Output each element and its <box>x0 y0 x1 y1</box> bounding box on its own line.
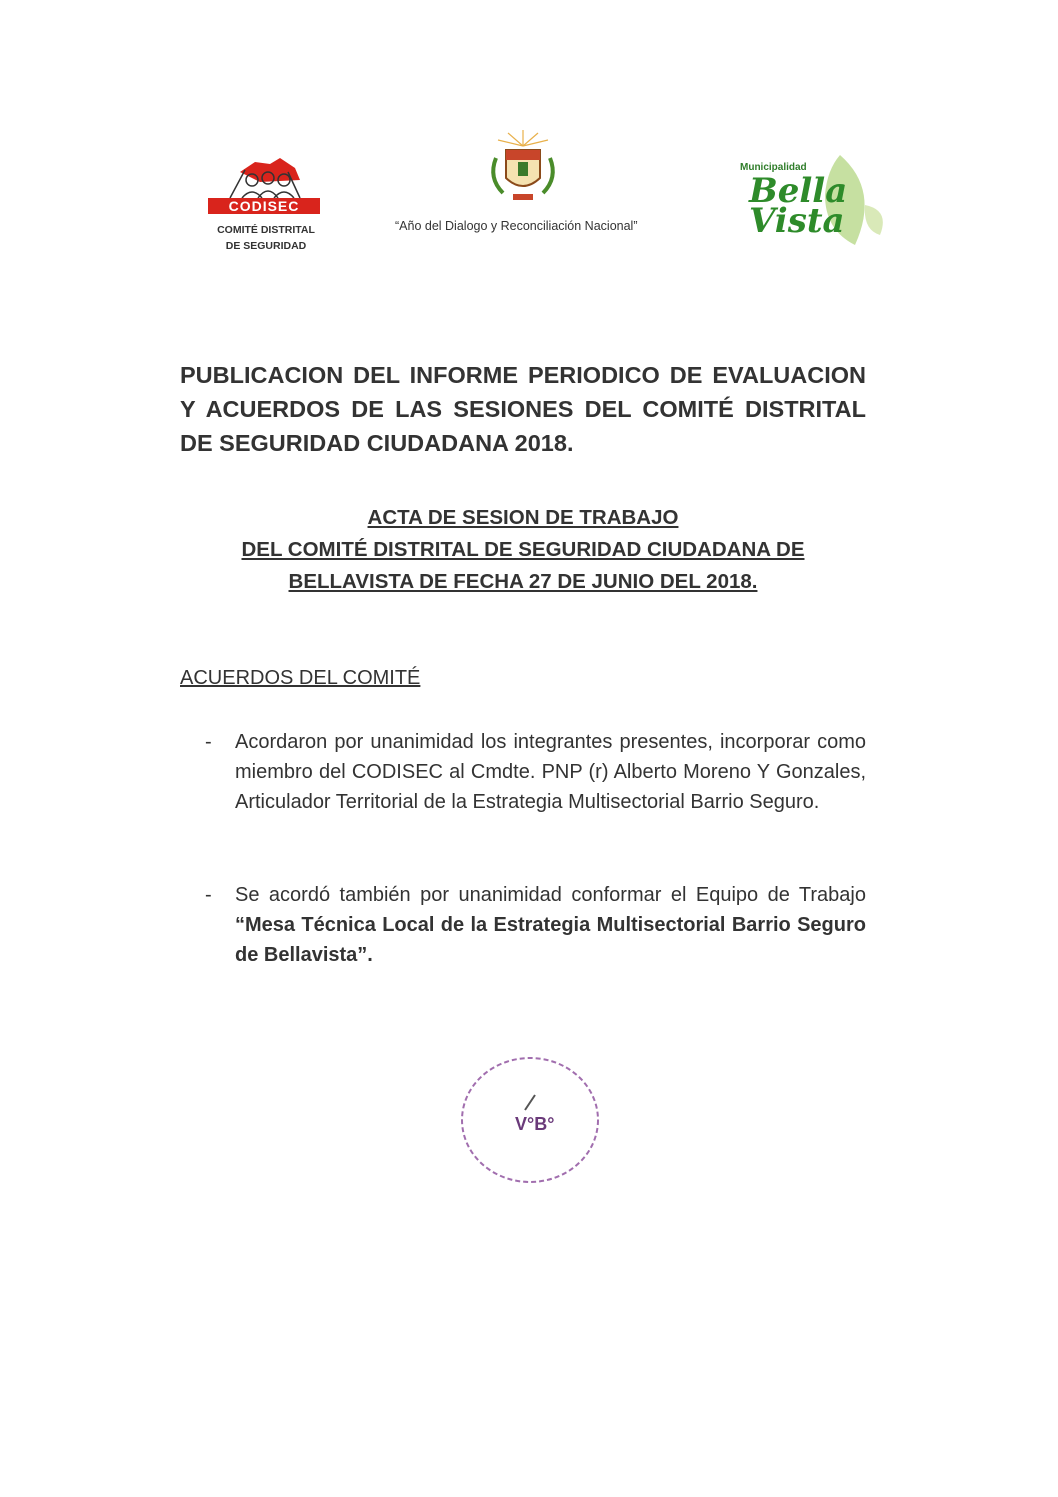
codisec-logo <box>200 150 340 260</box>
coat-of-arms-icon <box>478 128 568 208</box>
section-heading: ACUERDOS DEL COMITÉ <box>180 667 421 689</box>
stamp-seal-icon <box>455 1050 605 1190</box>
subtitle-line: ACTA DE SESION DE TRABAJO <box>367 506 679 529</box>
codisec-subtitle: COMITÉ DISTRITAL DE SEGURIDAD <box>217 224 315 252</box>
agreement-text: Acordaron por unanimidad los integrantes presentes, incorporar como miembro del CODISEC al Cmdte. PNP (r) Alberto Moreno Y Gonzales, Articulador Territorial de la Estrategia Multisectorial Barrio Seguro. <box>235 731 866 813</box>
bullet-dash: - <box>205 731 212 753</box>
list-item <box>205 727 866 817</box>
year-motto: “Año del Dialogo y Reconciliación Nacional” <box>395 219 638 233</box>
codisec-acronym: CODISEC <box>208 198 320 214</box>
session-subtitle <box>180 502 866 598</box>
subtitle-line: BELLAVISTA DE FECHA 27 DE JUNIO DEL 2018. <box>288 570 758 593</box>
municipality-name: Bella Vista <box>749 171 848 241</box>
district-crest <box>478 128 568 208</box>
subtitle-line: DEL COMITÉ DISTRITAL DE SEGURIDAD CIUDADANA DE <box>241 538 805 561</box>
bullet-dash: - <box>205 884 212 906</box>
list-item <box>205 880 866 970</box>
page-title: PUBLICACION DEL INFORME PERIODICO DE EVALUACION Y ACUERDOS DE LAS SESIONES DEL COMITÉ DISTRITAL DE SEGURIDAD CIUDADANA 2018. <box>180 362 866 456</box>
team-name: “Mesa Técnica Local de la Estrategia Multisectorial Barrio Seguro de Bellavista”. <box>235 914 866 966</box>
codisec-emblem-icon <box>200 150 330 200</box>
municipality-label: Municipalidad <box>740 162 807 173</box>
stamp-center-text: V°B° <box>515 1114 555 1134</box>
bellavista-logo <box>735 150 885 260</box>
approval-stamp <box>455 1050 605 1190</box>
agreement-text: Se acordó también por unanimidad conformar el Equipo de Trabajo “Mesa Técnica Local de la Estrategia Multisectorial Barrio Seguro de Bellavista”. <box>235 884 866 966</box>
